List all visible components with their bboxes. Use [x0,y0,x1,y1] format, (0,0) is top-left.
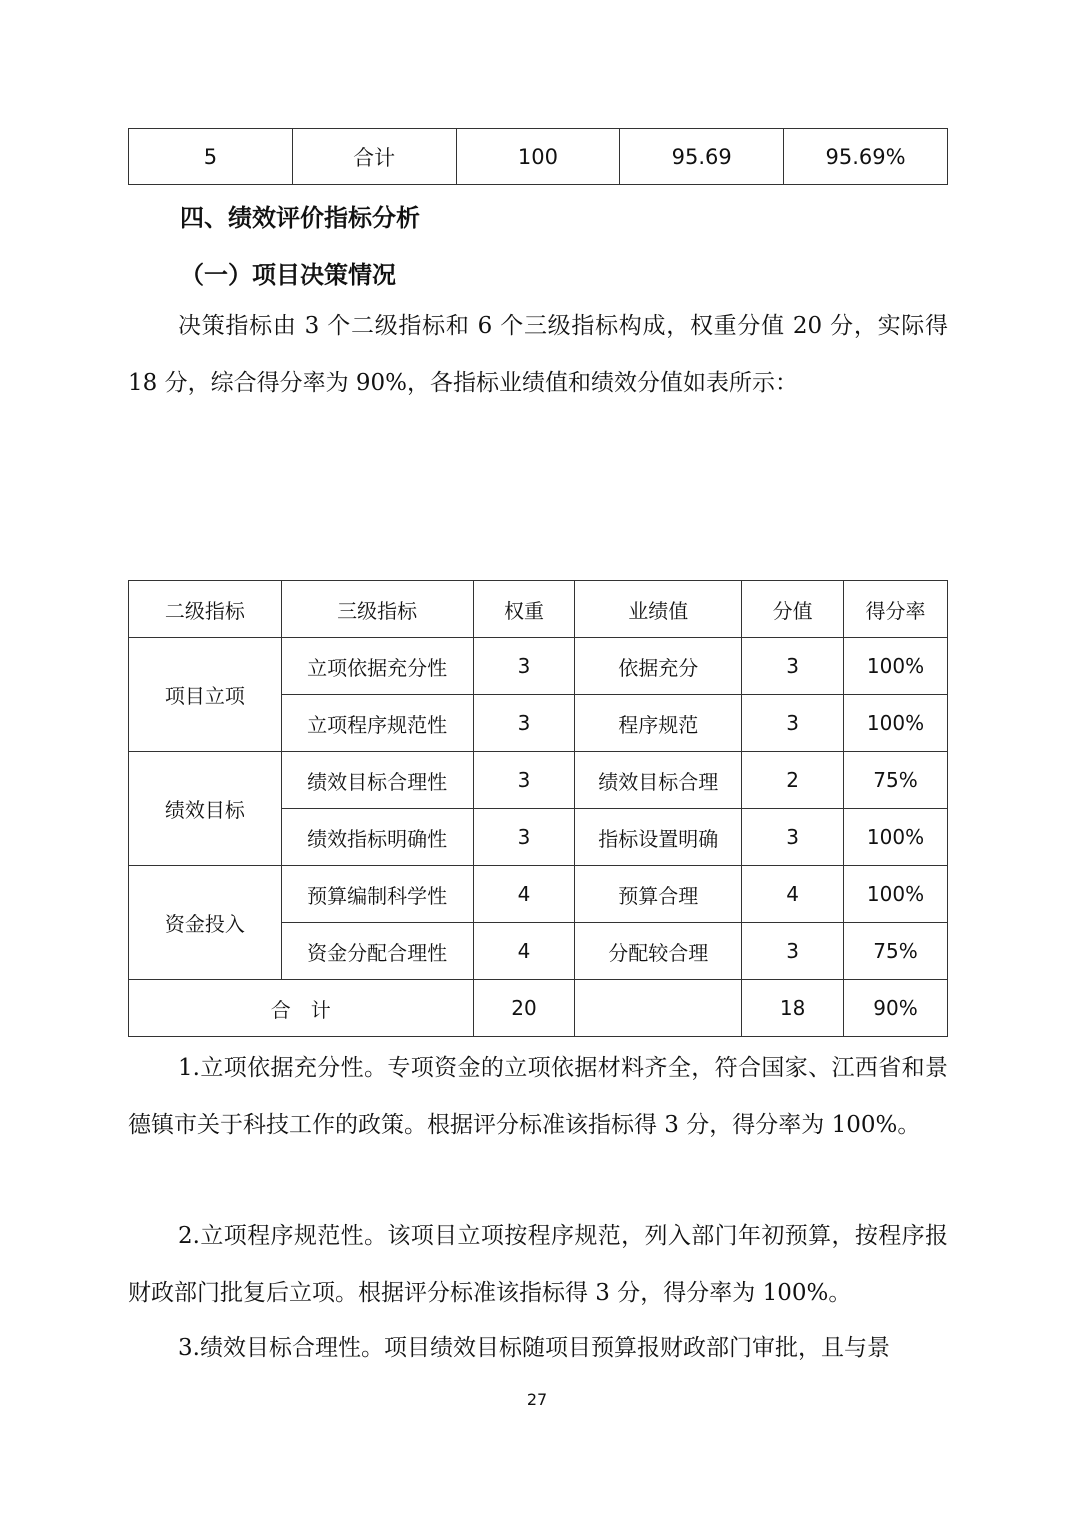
table-cell: 18 [742,980,844,1037]
table-cell: 3 [742,923,844,980]
column-header: 得分率 [844,581,948,638]
table-cell: 100% [844,695,948,752]
section-heading: 四、绩效评价指标分析 [180,204,420,232]
group-cell: 项目立项 [129,638,282,752]
evaluation-table [128,580,948,1037]
table-cell: 依据充分 [575,638,742,695]
column-header: 二级指标 [129,581,282,638]
table-cell: 预算合理 [575,866,742,923]
total-label-cell: 合 计 [129,980,474,1037]
column-header: 权重 [473,581,575,638]
table-cell: 3 [473,638,575,695]
table-cell: 程序规范 [575,695,742,752]
table-cell: 立项依据充分性 [281,638,473,695]
table-cell: 95.69% [784,129,948,185]
table-cell: 5 [129,129,293,185]
summary-table [128,128,948,185]
body-paragraph: 3.绩效目标合理性。项目绩效目标随项目预算报财政部门审批，且与景 [178,1335,890,1361]
table-cell: 3 [742,695,844,752]
table-cell: 100% [844,638,948,695]
table-cell: 100 [456,129,620,185]
table-cell: 3 [473,752,575,809]
table-row [129,638,948,695]
body-paragraph: 2.立项程序规范性。该项目立项按程序规范，列入部门年初预算，按程序报财政部门批复后立项。根据评分标准该指标得 3 分，得分率为 100%。 [128,1223,948,1306]
table-cell: 预算编制科学性 [281,866,473,923]
table-cell: 合计 [292,129,456,185]
table-cell: 绩效目标合理 [575,752,742,809]
table-cell: 2 [742,752,844,809]
table-cell: 3 [742,809,844,866]
intro-paragraph: 决策指标由 3 个二级指标和 6 个三级指标构成，权重分值 20 分，实际得 18 分，综合得分率为 90%，各指标业绩值和绩效分值如表所示： [128,313,948,396]
table-cell: 绩效目标合理性 [281,752,473,809]
table-cell: 75% [844,752,948,809]
table-cell: 20 [473,980,575,1037]
table-cell: 分配较合理 [575,923,742,980]
table-row [129,752,948,809]
table-cell: 4 [473,866,575,923]
table-cell: 3 [473,695,575,752]
table-cell: 指标设置明确 [575,809,742,866]
section-subheading: （一）项目决策情况 [180,261,396,289]
column-header: 业绩值 [575,581,742,638]
table-cell: 立项程序规范性 [281,695,473,752]
table-cell: 4 [742,866,844,923]
table-cell: 绩效指标明确性 [281,809,473,866]
table-cell: 90% [844,980,948,1037]
column-header: 三级指标 [281,581,473,638]
table-total-row [129,980,948,1037]
table-cell: 3 [473,809,575,866]
table-cell: 100% [844,866,948,923]
column-header: 分值 [742,581,844,638]
group-cell: 资金投入 [129,866,282,980]
table-row [129,129,948,185]
table-cell: 4 [473,923,575,980]
table-header-row [129,581,948,638]
table-cell [575,980,742,1037]
table-cell: 95.69 [620,129,784,185]
table-cell: 100% [844,809,948,866]
table-cell: 3 [742,638,844,695]
group-cell: 绩效目标 [129,752,282,866]
page-number: 27 [526,1390,548,1409]
body-paragraph: 1.立项依据充分性。专项资金的立项依据材料齐全，符合国家、江西省和景德镇市关于科技工作的政策。根据评分标准该指标得 3 分，得分率为 100%。 [128,1055,948,1138]
table-row [129,866,948,923]
table-cell: 资金分配合理性 [281,923,473,980]
table-cell: 75% [844,923,948,980]
